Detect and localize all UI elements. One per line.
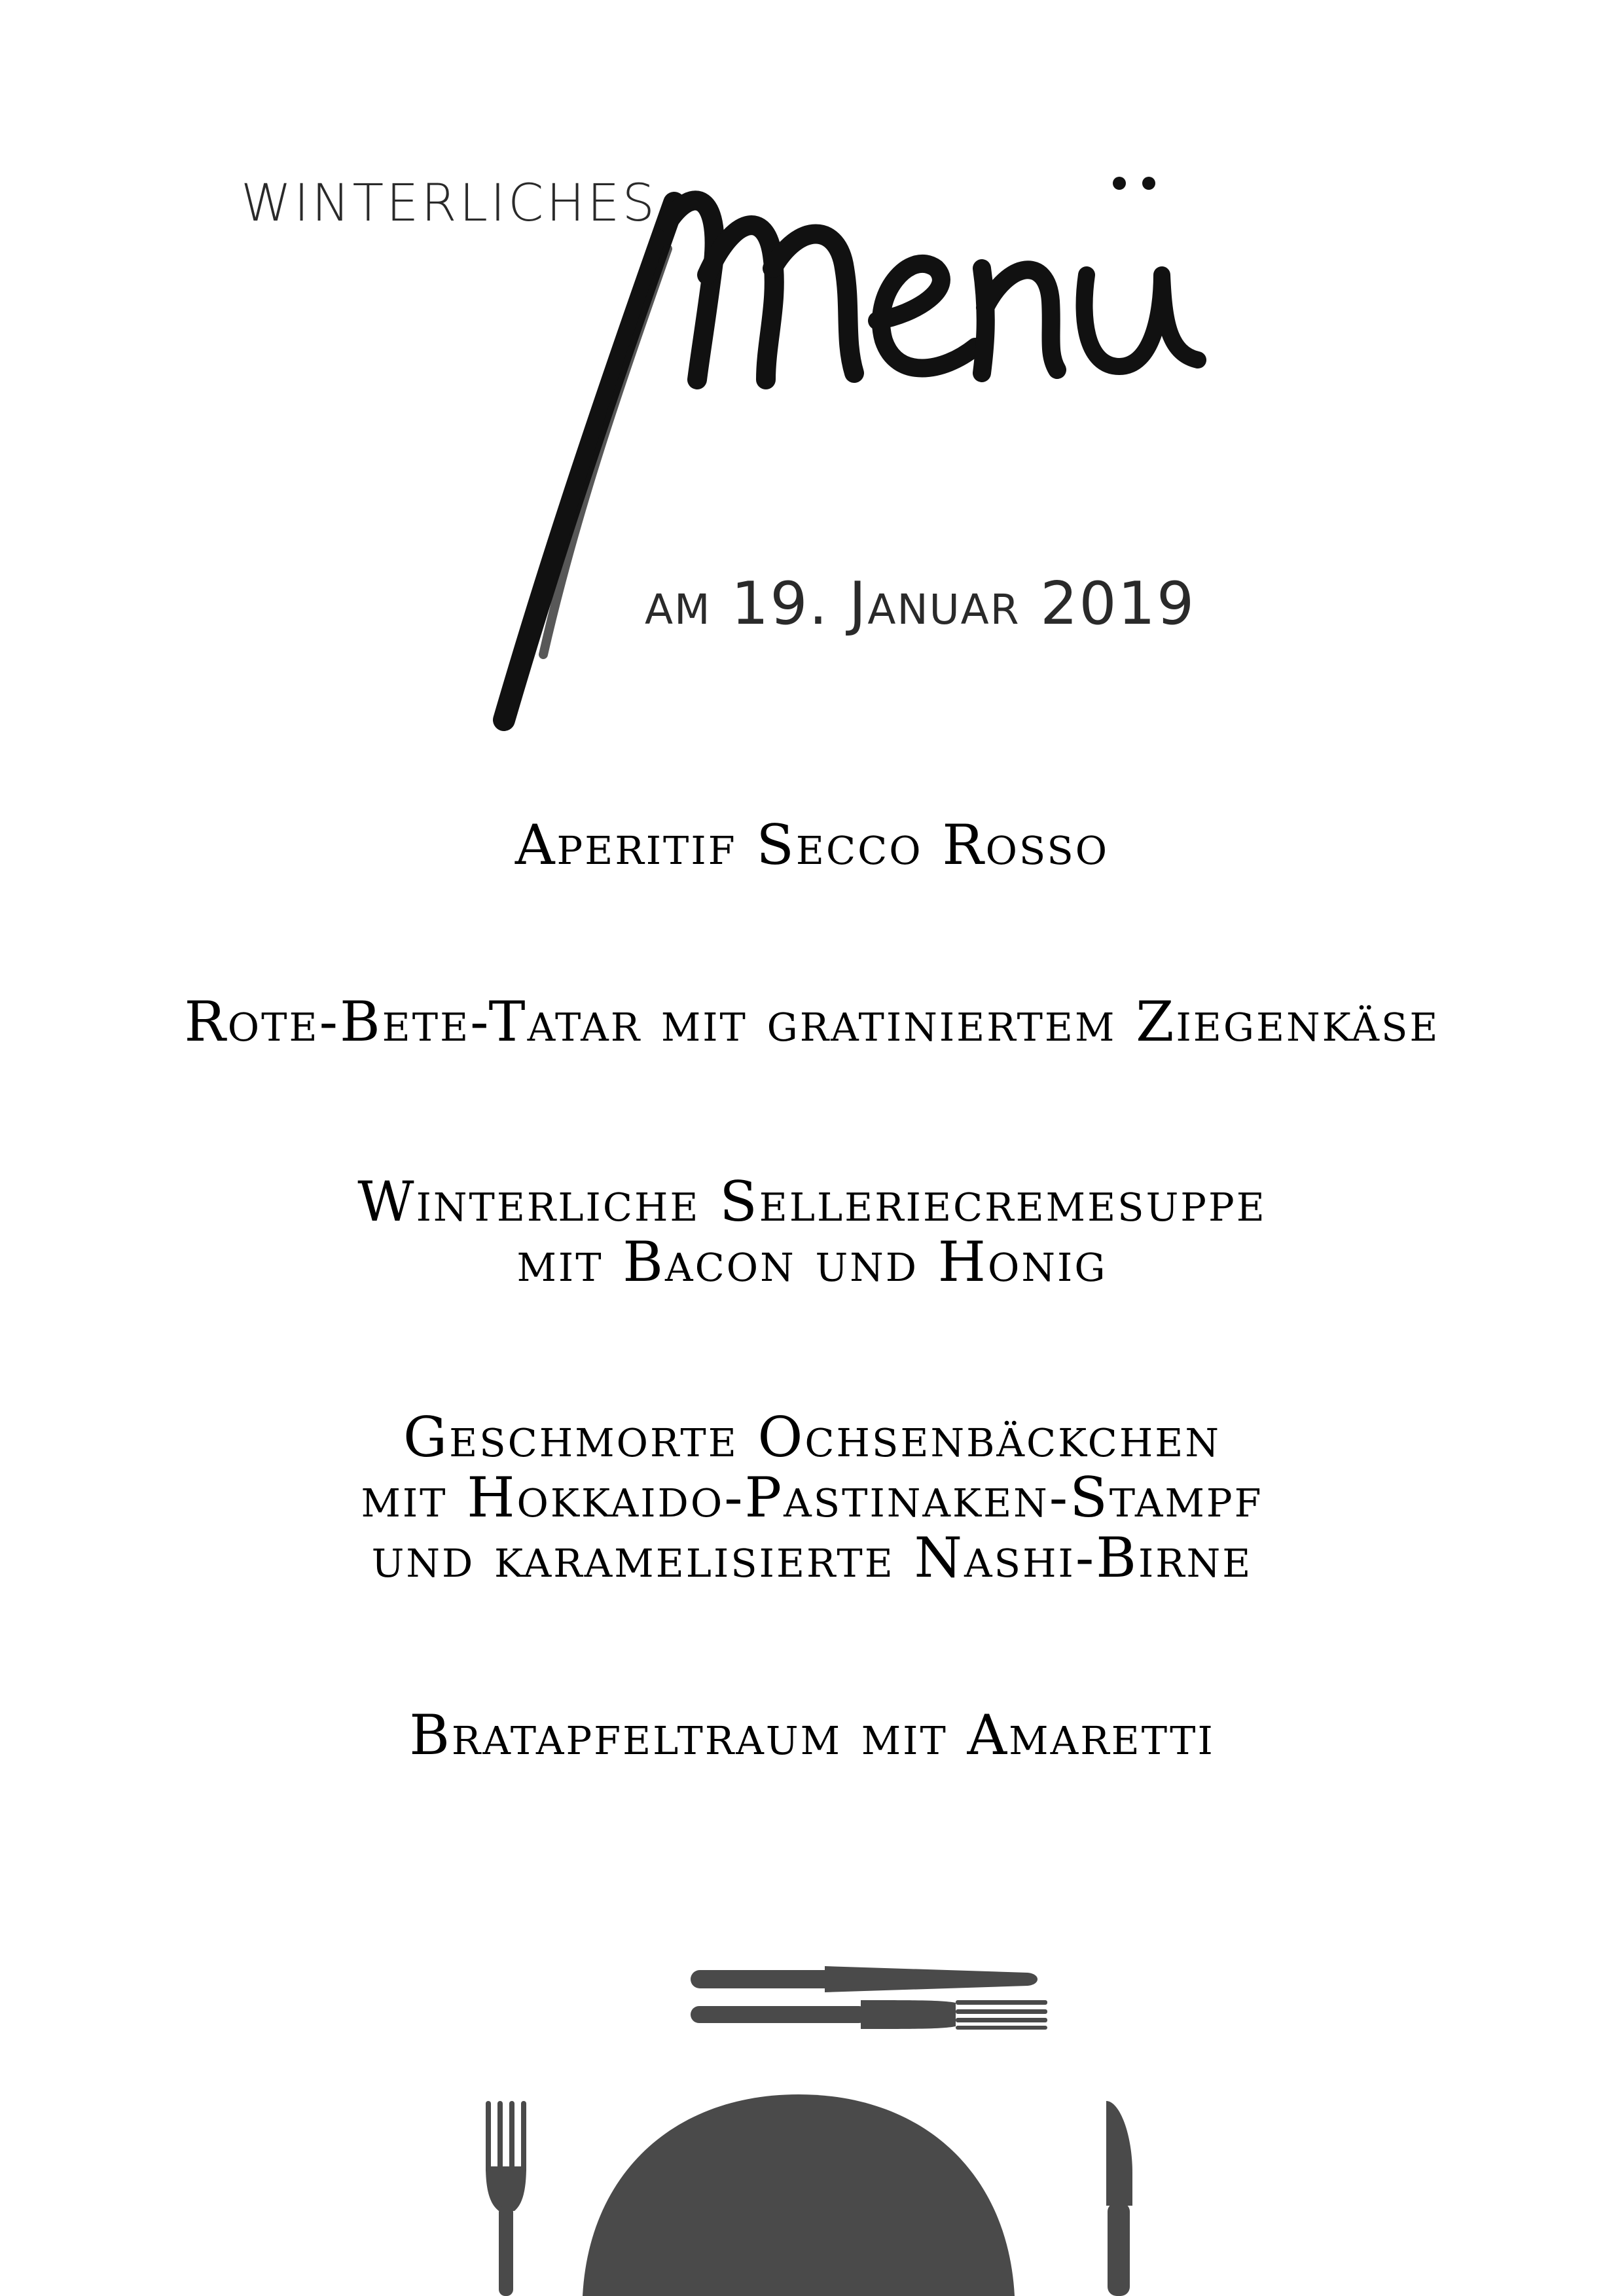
knife-icon (691, 1966, 1038, 1992)
course-dessert (0, 1705, 1624, 1765)
menu-header (0, 0, 1624, 759)
plate-icon (583, 2094, 1015, 2296)
course-line: und karamelisierte Nashi-Birne (371, 1526, 1253, 1590)
place-setting-illustration (458, 1937, 1309, 2296)
course-line: mit Hokkaido-Pastinaken-Stampf (361, 1465, 1263, 1530)
knife-icon (1106, 2101, 1132, 2296)
fork-icon (691, 2000, 1047, 2030)
course-line: Bratapfeltraum mit Amaretti (409, 1703, 1215, 1767)
course-soup (0, 1172, 1624, 1292)
event-date: am 19. Januar 2019 (645, 569, 1196, 638)
menu-script-logo (458, 144, 1309, 733)
course-line: mit Bacon und Honig (516, 1230, 1108, 1294)
course-line: Geschmorte Ochsenbäckchen (403, 1405, 1221, 1469)
course-main (0, 1407, 1624, 1588)
course-line: Rote-Bete-Tatar mit gratiniertem Ziegenkäse (184, 990, 1440, 1054)
course-line: Winterliche Selleriecremesuppe (357, 1170, 1267, 1234)
course-aperitif (0, 815, 1624, 875)
course-line: Aperitif Secco Rosso (514, 813, 1110, 877)
script-word-text: menü (884, 720, 886, 721)
fork-icon (486, 2101, 526, 2296)
header-prefix: WINTERLICHES (241, 174, 657, 233)
course-starter (0, 992, 1624, 1052)
